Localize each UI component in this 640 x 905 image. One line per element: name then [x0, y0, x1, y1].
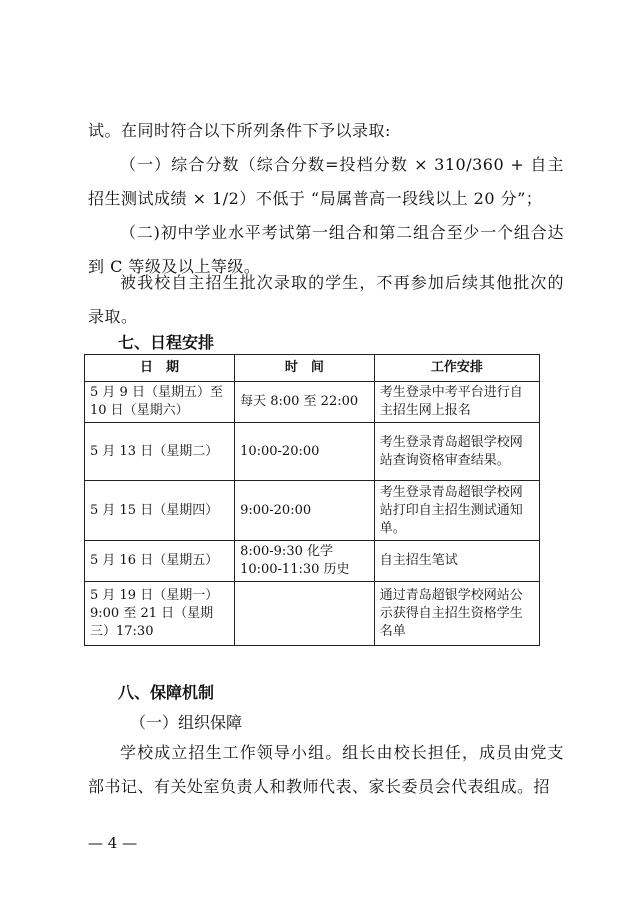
paragraph-condition-1: （一）综合分数（综合分数=投档分数 × 310/360 + 自主招生测试成绩 × 1/2）不低于 “局属普高一段线以上 20 分”； — [88, 155, 564, 208]
table-row — [85, 582, 540, 646]
table-cell-task: 考生登录青岛超银学校网站打印自主招生测试通知单。 — [374, 481, 539, 541]
paragraph-conditions-intro: 试。在同时符合以下所列条件下予以录取: — [88, 121, 391, 140]
table-row — [85, 423, 540, 481]
page-number: — 4 — — [88, 834, 138, 852]
paragraph-organization: 学校成立招生工作领导小组。组长由校长担任，成员由党支部书记、有关处室负责人和教师代表、家长委员会代表组成。招 — [88, 743, 564, 796]
table-cell-date: 5 月 15 日（星期四） — [85, 481, 235, 541]
table-cell-time: 10:00-20:00 — [235, 423, 375, 481]
table-cell-date: 5 月 16 日（星期五） — [85, 541, 235, 582]
schedule-table — [84, 354, 540, 646]
table-cell-task: 通过青岛超银学校网站公示获得自主招生资格学生名单 — [374, 582, 539, 646]
table-cell-time: 每天 8:00 至 22:00 — [235, 382, 375, 423]
paragraph-condition-2: （二)初中学业水平考试第一组合和第二组合至少一个组合达到 C 等级及以上等级。 — [88, 223, 564, 276]
table-cell-date: 5 月 13 日（星期二） — [85, 423, 235, 481]
table-header-date: 日 期 — [85, 355, 235, 382]
table-cell-time: 8:00-9:30 化学 10:00-11:30 历史 — [235, 541, 375, 582]
subsection-heading-organization: （一）组织保障 — [130, 713, 243, 732]
section-heading-schedule: 七、日程安排 — [118, 333, 215, 352]
table-cell-time — [235, 582, 375, 646]
table-row — [85, 541, 540, 582]
table-cell-date: 5 月 9 日（星期五）至 10 日（星期六） — [85, 382, 235, 423]
table-cell-time: 9:00-20:00 — [235, 481, 375, 541]
paragraph-admission-note: 被我校自主招生批次录取的学生，不再参加后续其他批次的录取。 — [88, 273, 564, 326]
table-header-task: 工作安排 — [374, 355, 539, 382]
table-cell-date: 5 月 19 日（星期一）9:00 至 21 日（星期三）17:30 — [85, 582, 235, 646]
table-cell-task: 考生登录中考平台进行自主招生网上报名 — [374, 382, 539, 423]
table-header-row — [85, 355, 540, 382]
section-heading-safeguards: 八、保障机制 — [118, 683, 215, 702]
table-cell-task: 考生登录青岛超银学校网站查询资格审查结果。 — [374, 423, 539, 481]
table-row — [85, 481, 540, 541]
table-cell-task: 自主招生笔试 — [374, 541, 539, 582]
table-row — [85, 382, 540, 423]
table-header-time: 时 间 — [235, 355, 375, 382]
